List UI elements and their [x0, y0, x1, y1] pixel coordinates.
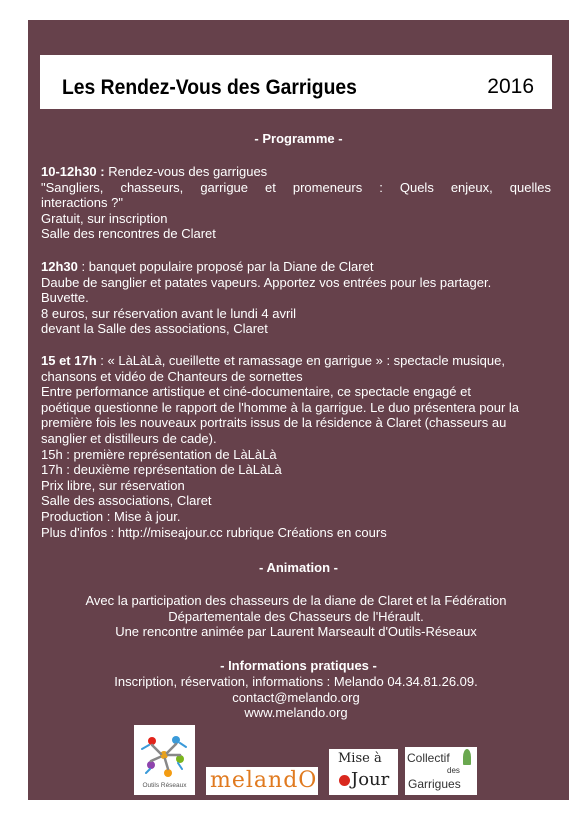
word: enjeux, — [450, 179, 493, 195]
text-line: Production : Mise à jour. — [41, 508, 181, 524]
text-line: 17h : deuxième représentation de LàLàLà — [41, 462, 282, 478]
tomato-icon — [339, 775, 350, 786]
word: "Sangliers, — [41, 179, 104, 195]
text-line: 15h : première représentation de LàLàLà — [41, 446, 277, 462]
block-time: 15 et 17h — [41, 353, 97, 368]
text-line: Plus d'infos : http://miseajour.cc rubrique Créations en cours — [41, 524, 387, 540]
text-line: Daube de sanglier et patates vapeurs. Apportez vos entrées pour les partager. — [41, 274, 492, 290]
programme-heading: - Programme - — [254, 131, 343, 146]
word: promeneurs — [292, 179, 363, 195]
outils-reseaux-text: Outils Réseaux — [142, 782, 187, 789]
block-time: 12h30 — [41, 259, 78, 274]
title-banner — [40, 55, 552, 109]
text-line: Départementale des Chasseurs de l'Hérault. — [168, 608, 424, 624]
animation-heading: - Animation - — [259, 560, 338, 575]
year-label: 2016 — [487, 75, 534, 98]
word: chasseurs, — [120, 179, 184, 195]
justified-line — [41, 180, 551, 196]
plant-icon — [463, 749, 471, 765]
mise-line-1: Mise à — [338, 751, 382, 766]
collectif-line-3: Garrigues — [408, 777, 461, 791]
text-line: chansons et vidéo de Chanteurs de sornettes — [41, 368, 303, 384]
text-line: Buvette. — [41, 290, 89, 306]
block-title: : banquet populaire proposé par la Diane de Claret — [77, 259, 374, 274]
text-line: interactions ?" — [41, 195, 123, 211]
collectif-line-2: des — [447, 766, 460, 775]
word: : — [379, 179, 383, 195]
word: Quels — [399, 179, 434, 195]
mise-line-2: Jour — [351, 769, 390, 790]
word: et — [265, 179, 276, 195]
animation-section — [41, 593, 551, 640]
block-title: Rendez-vous des garrigues — [104, 164, 268, 179]
page-title: Les Rendez-Vous des Garrigues — [62, 76, 357, 99]
text-line: Salle des associations, Claret — [41, 493, 212, 509]
text-line: sanglier et distilleurs de cade). — [41, 430, 217, 446]
text-line: Gratuit, sur inscription — [41, 210, 168, 226]
block-time: 10-12h30 : — [41, 164, 105, 179]
word: quelles — [509, 179, 551, 195]
website-url: www.melando.org — [244, 705, 348, 721]
text-line: poétique questionne le rapport de l'homme à la garrigue. Le duo présentera pour la — [41, 399, 520, 415]
collectif-line-1: Collectif — [407, 751, 450, 765]
mise-a-jour-logo — [329, 749, 398, 795]
text-line: Prix libre, sur réservation — [41, 477, 185, 493]
text-line: première fois les nouveaux portraits issus de la résidence à Claret (chasseurs au — [41, 415, 507, 431]
text-line: Salle des rencontres de Claret — [41, 226, 216, 242]
text-line: Inscription, réservation, informations : Melando 04.34.81.26.09. — [114, 674, 478, 689]
text-line: 8 euros, sur réservation avant le lundi 4 avril — [41, 305, 297, 321]
contact-email: contact@melando.org — [232, 689, 360, 705]
word: garrigue — [200, 179, 249, 195]
programme-block-2 — [41, 259, 551, 337]
melando-logo — [206, 767, 318, 795]
infos-section — [41, 674, 551, 721]
programme-block-3 — [41, 353, 551, 540]
programme-block-1 — [41, 164, 551, 242]
text-line: Avec la participation des chasseurs de la diane de Claret et la Fédération — [85, 593, 507, 608]
text-line: devant la Salle des associations, Claret — [41, 321, 268, 337]
text-line: Une rencontre animée par Laurent Marseault d'Outils-Réseaux — [115, 624, 477, 640]
collectif-des-garrigues-logo — [405, 747, 477, 795]
outils-reseaux-logo — [134, 725, 195, 795]
text-line: Entre performance artistique et ciné-documentaire, ce spectacle engagé et — [41, 384, 471, 400]
melando-text: melandO — [210, 768, 318, 793]
block-title: : « LàLàLà, cueillette et ramassage en garrigue » : spectacle musique, — [96, 353, 505, 368]
infos-heading: - Informations pratiques - — [220, 658, 377, 673]
